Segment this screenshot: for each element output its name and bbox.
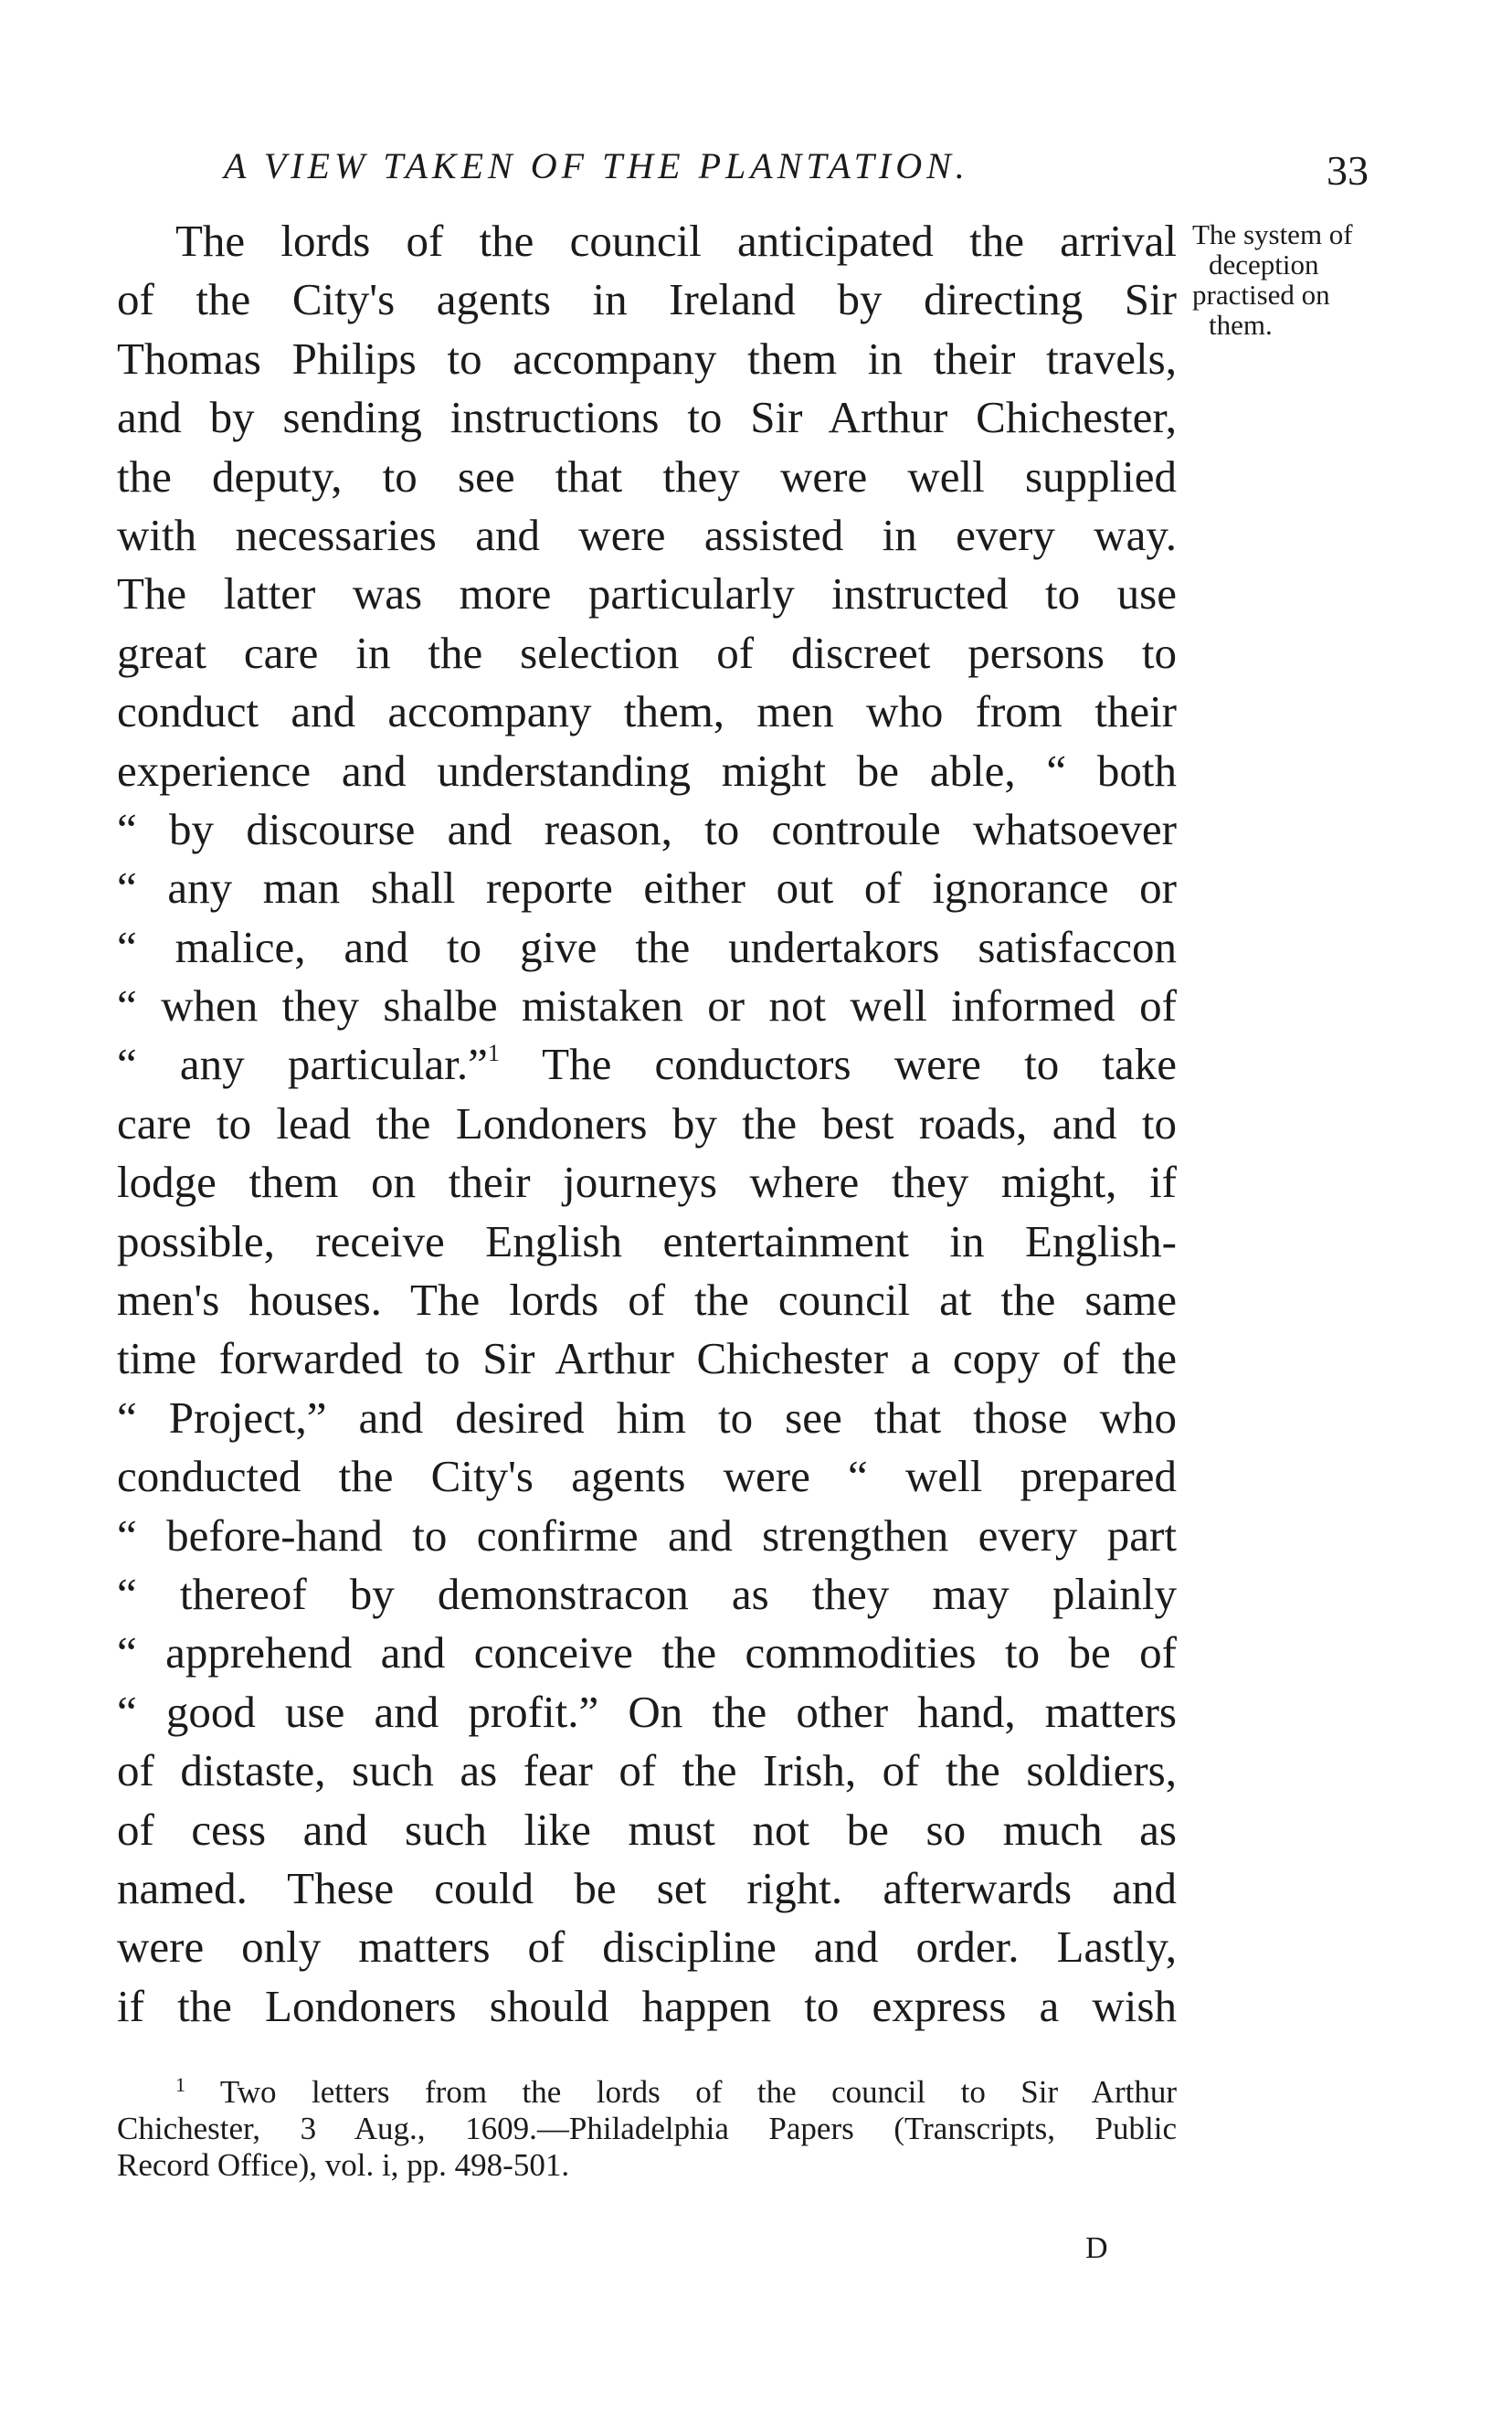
text-line-with-note-ref <box>117 1035 1177 1094</box>
text-line: of distaste, such as fear of the Irish, of the soldiers, <box>117 1745 1177 1796</box>
footnote-line: Chichester, 3 Aug., 1609.—Philadelphia Papers (Transcripts, Public <box>117 2111 1177 2146</box>
text-segment: “ any particular.” <box>117 1039 488 1090</box>
text-line: “ Project,” and desired him to see that those who <box>117 1392 1177 1443</box>
text-line: The latter was more particularly instructed to use <box>117 568 1177 619</box>
footnote <box>117 2074 1177 2184</box>
text-segment: The conductors were to take <box>542 1039 1177 1090</box>
text-line: “ any man shall reporte either out of ignorance or <box>117 863 1177 914</box>
footnote-line: Record Office), vol. i, pp. 498-501. <box>117 2147 570 2183</box>
text-line: “ before-hand to confirme and strengthen every part <box>117 1509 1177 1561</box>
text-line: lodge them on their journeys where they might, if <box>117 1157 1177 1208</box>
margin-note-line: practised on <box>1192 279 1330 311</box>
margin-note-line: deception <box>1209 249 1319 281</box>
text-line: conducted the City's agents were “ well prepared <box>117 1451 1177 1502</box>
margin-note-line: them. <box>1209 309 1273 341</box>
text-line: were only matters of discipline and order. Lastly, <box>117 1922 1177 1973</box>
text-line: great care in the selection of discreet persons to <box>117 627 1177 678</box>
text-line: care to lead the Londoners by the best roads, and to <box>117 1097 1177 1149</box>
text-line: men's houses. The lords of the council at the same <box>117 1275 1177 1326</box>
footnote-text: Two letters from the lords of the council to Sir Arthur <box>219 2074 1177 2110</box>
text-line: “ by discourse and reason, to controule whatsoever <box>117 803 1177 854</box>
text-line: of the City's agents in Ireland by directing Sir <box>117 274 1177 325</box>
text-line: if the Londoners should happen to express a wish <box>117 1980 1177 2031</box>
text-line: of cess and such like must not be so much as <box>117 1804 1177 1855</box>
text-line: “ when they shalbe mistaken or not well informed of <box>117 980 1177 1032</box>
text-line: “ good use and profit.” On the other hand, matters <box>117 1686 1177 1737</box>
text-line: the deputy, to see that they were well supplied <box>117 450 1177 502</box>
text-line: “ malice, and to give the undertakors satisfaccon <box>117 921 1177 972</box>
text-line: “ thereof by demonstracon as they may plainly <box>117 1568 1177 1619</box>
margin-note <box>1192 219 1466 340</box>
footnote-marker: 1 <box>175 2073 185 2096</box>
text-line: conduct and accompany them, men who from their <box>117 686 1177 737</box>
text-line: experience and understanding might be able, “ both <box>117 745 1177 796</box>
text-line: named. These could be set right. afterwards and <box>117 1862 1177 1913</box>
text-line: possible, receive English entertainment in English- <box>117 1215 1177 1266</box>
margin-note-line: The system of <box>1192 218 1353 250</box>
page-number: 33 <box>1327 147 1369 194</box>
footnote-line <box>117 2074 1177 2111</box>
footnote-reference: 1 <box>487 1040 500 1067</box>
text-line: Thomas Philips to accompany them in their travels, <box>117 333 1177 384</box>
text-line: and by sending instructions to Sir Arthur Chichester, <box>117 392 1177 443</box>
text-line: time forwarded to Sir Arthur Chichester a copy of the <box>117 1333 1177 1384</box>
body-text <box>117 212 1177 2036</box>
running-head: A VIEW TAKEN OF THE PLANTATION. <box>224 145 969 186</box>
text-line: “ apprehend and conceive the commodities to be of <box>117 1627 1177 1678</box>
signature-mark: D <box>1085 2231 1108 2265</box>
text-line: with necessaries and were assisted in every way. <box>117 509 1177 560</box>
text-line: The lords of the council anticipated the arrival <box>175 216 1177 266</box>
